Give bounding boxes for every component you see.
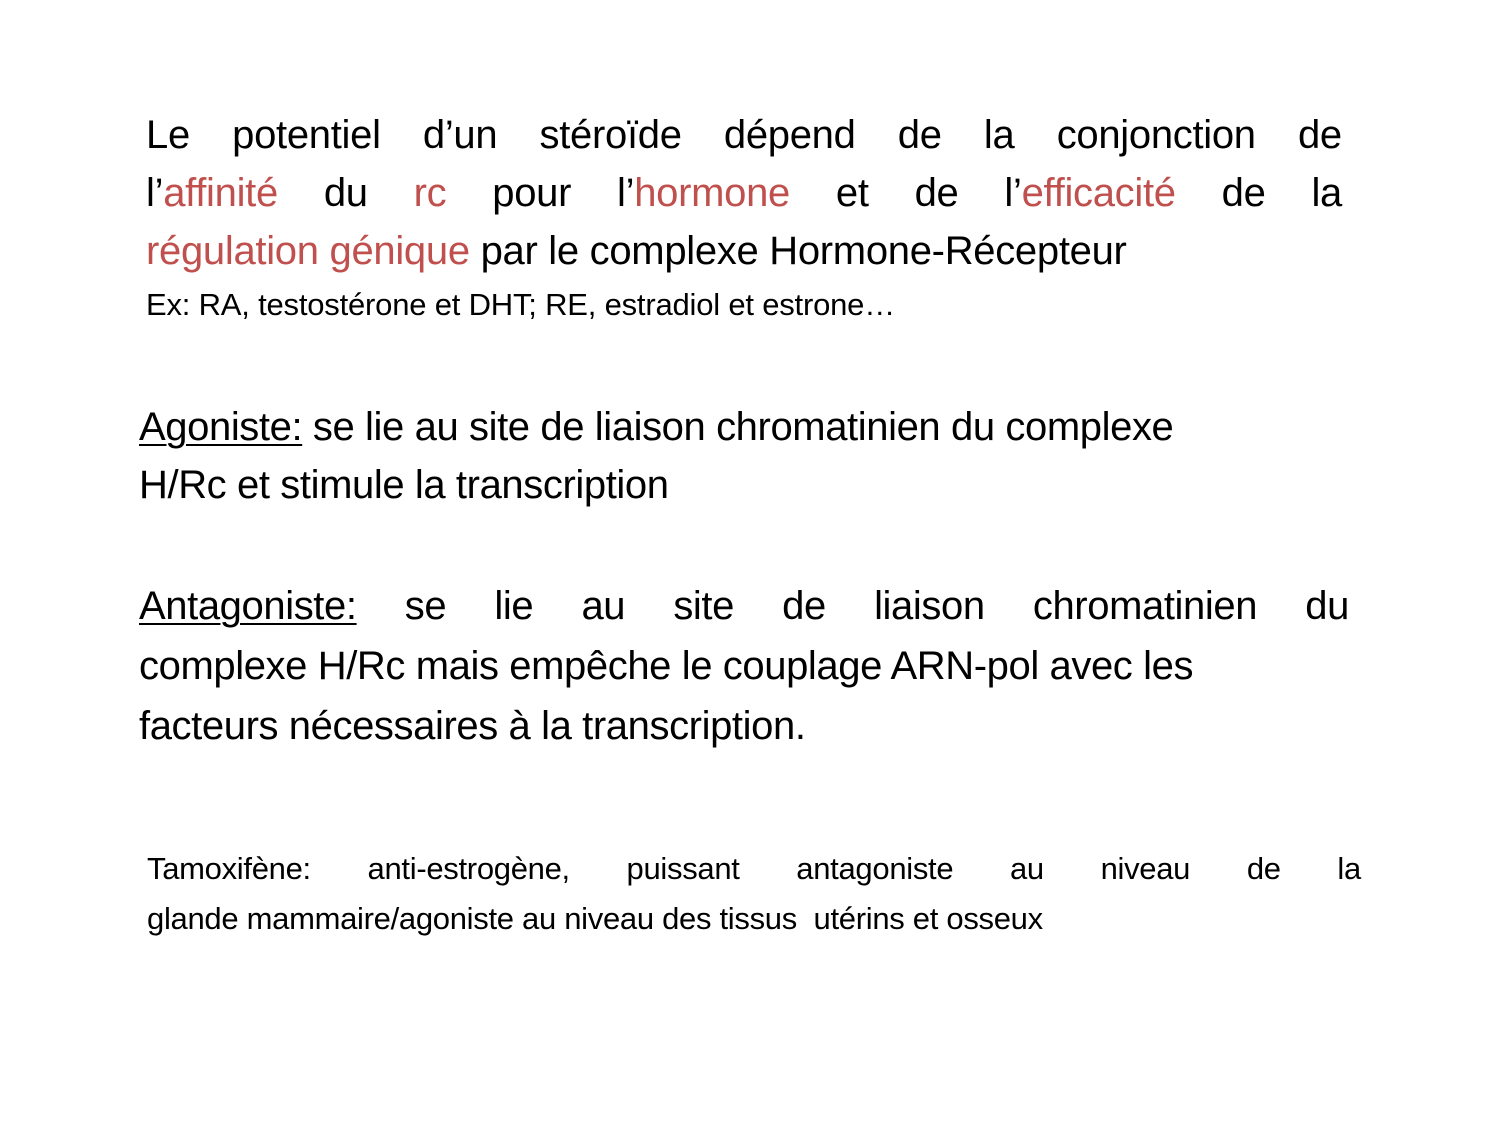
- word: de: [782, 584, 826, 628]
- word-hormone: [617, 164, 790, 222]
- agonist-line-2: H/Rc et stimule la transcription: [139, 463, 669, 507]
- antagonist-line-1: [139, 576, 1349, 636]
- word: du: [1305, 584, 1349, 628]
- word: et: [835, 171, 869, 215]
- word: de: [914, 171, 959, 215]
- intro-line-3: [146, 222, 1342, 280]
- word: niveau: [1100, 851, 1191, 886]
- word: antagoniste: [796, 851, 954, 886]
- agonist-term: Agoniste:: [139, 405, 303, 449]
- intro-paragraph: [146, 106, 1342, 328]
- word: de: [1221, 171, 1266, 215]
- highlight-regulation-genique: régulation génique: [146, 229, 470, 273]
- word: Le: [146, 113, 190, 157]
- word: la: [1311, 171, 1342, 215]
- word: se: [404, 584, 447, 628]
- word: potentiel: [232, 113, 381, 157]
- highlight-hormone: hormone: [634, 171, 791, 215]
- word: anti-estrogène,: [367, 851, 570, 886]
- word: dépend: [723, 113, 856, 157]
- prefix: l’: [617, 171, 635, 215]
- tamoxifen-line-2: glande mammaire/agoniste au niveau des tissus utérins et osseux: [147, 901, 1043, 936]
- agonist-line-1: [139, 398, 1349, 456]
- highlight-affinite: affinité: [163, 171, 278, 215]
- agonist-line-1-rest: se lie au site de liaison chromatinien du complexe: [302, 405, 1174, 449]
- tamoxifen-line-1: [147, 844, 1361, 894]
- word: puissant: [626, 851, 740, 886]
- word: conjonction: [1056, 113, 1256, 157]
- word: pour: [492, 171, 572, 215]
- word-affinite: [146, 164, 278, 222]
- word: la: [1337, 851, 1361, 886]
- intro-line-1: [146, 106, 1342, 164]
- word: site: [673, 584, 734, 628]
- word: de: [1297, 113, 1342, 157]
- prefix: l’: [1004, 171, 1022, 215]
- word: de: [1246, 851, 1281, 886]
- antagonist-term: Antagoniste:: [139, 584, 357, 628]
- prefix: l’: [146, 171, 164, 215]
- intro-line-2: [146, 164, 1342, 222]
- word: au: [1009, 851, 1044, 886]
- antagonist-paragraph: [139, 576, 1349, 756]
- word: du: [323, 171, 368, 215]
- word: lie: [494, 584, 534, 628]
- word: de: [897, 113, 942, 157]
- word: liaison: [874, 584, 985, 628]
- word: au: [581, 584, 626, 628]
- word: chromatinien: [1032, 584, 1258, 628]
- tamoxifen-paragraph: [147, 844, 1361, 944]
- agonist-paragraph: [139, 398, 1349, 514]
- word: d’un: [422, 113, 498, 157]
- word: stéroïde: [539, 113, 682, 157]
- word-efficacite: [1004, 164, 1175, 222]
- word: Tamoxifène:: [147, 851, 311, 886]
- highlight-efficacite: efficacité: [1021, 171, 1176, 215]
- antagonist-line-3: facteurs nécessaires à la transcription.: [139, 704, 806, 748]
- antagonist-line-2: complexe H/Rc mais empêche le couplage ARN-pol avec les: [139, 644, 1194, 688]
- highlight-rc: rc: [413, 171, 447, 215]
- intro-line-3-rest: par le complexe Hormone-Récepteur: [469, 229, 1127, 273]
- intro-example: Ex: RA, testostérone et DHT; RE, estradiol et estrone…: [146, 287, 896, 322]
- word: la: [983, 113, 1015, 157]
